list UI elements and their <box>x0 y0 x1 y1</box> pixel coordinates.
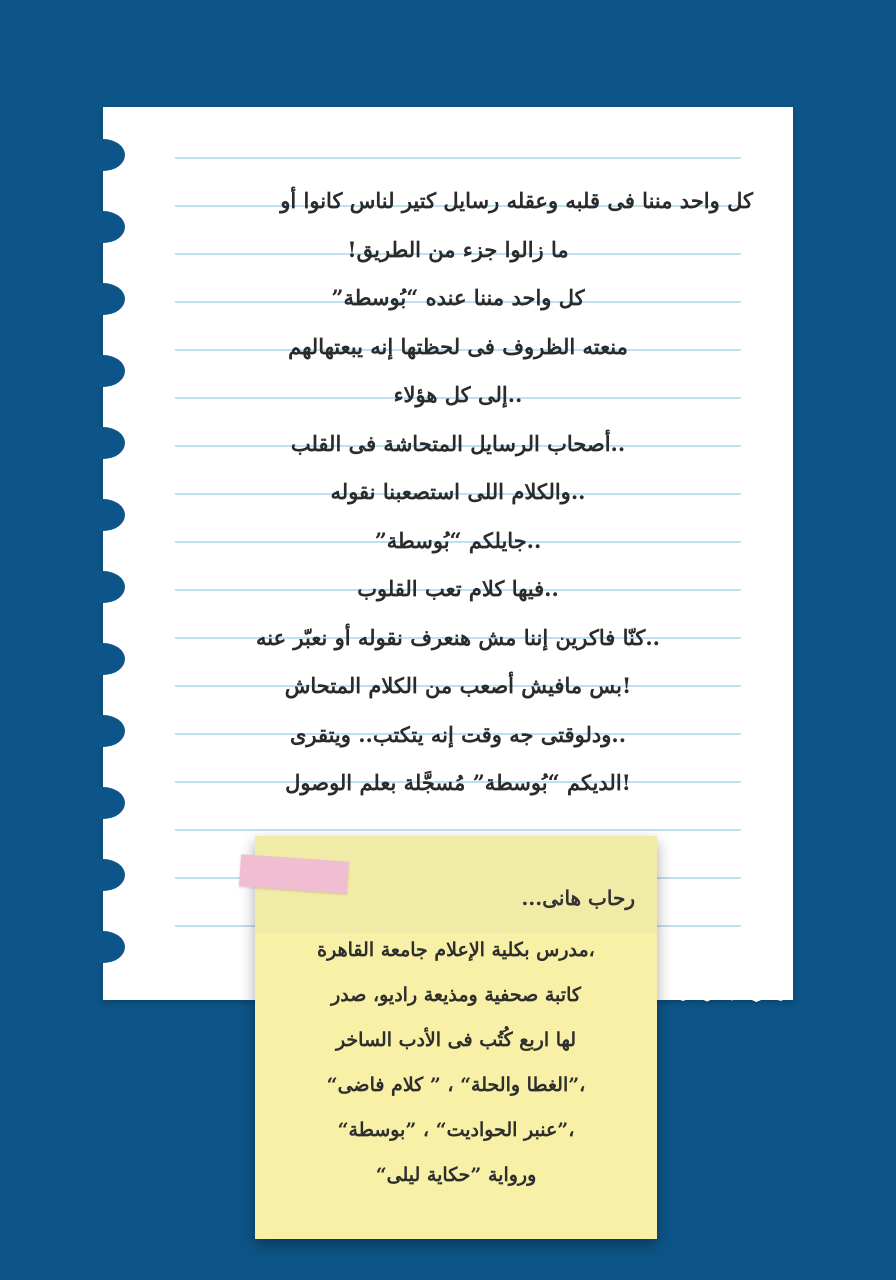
poem-line: كل واحد مننا فى قلبه وعقله رسايل كتير لناس كانوا أو <box>280 188 753 213</box>
binder-hole <box>81 427 125 459</box>
binder-hole <box>81 355 125 387</box>
binder-hole <box>81 931 125 963</box>
poem-line: منعته الظروف فى لحظتها إنه يبعتهالهم <box>288 333 628 359</box>
poem-line: ..إلى كل هؤلاء <box>393 382 523 407</box>
bio-line: كاتبة صحفية ومذيعة راديو، صدر <box>331 984 581 1006</box>
poem-line: كل واحد مننا عنده “بُوسطة” <box>331 285 585 310</box>
poem-line: ..جايلكم “بُوسطة” <box>374 527 542 553</box>
binder-hole <box>81 139 125 171</box>
poem-line: ..كنّا فاكرين إننا مش هنعرف نقوله أو نعبّر عنه <box>255 624 660 650</box>
bio-line: ،”عنبر الحواديت“ ، ”بوسطة“ <box>337 1119 575 1141</box>
bio-line: ،”الغطا والحلة“ ، ” كلام فاضى“ <box>326 1074 586 1096</box>
binder-hole <box>81 859 125 891</box>
poem-line: ..فيها كلام تعب القلوب <box>357 576 559 601</box>
poem-line: !بس مافيش أصعب من الكلام المتحاش <box>284 673 632 698</box>
binder-hole <box>81 211 125 243</box>
binder-hole <box>81 283 125 315</box>
bio-line: ،مدرس بكلية الإعلام جامعة القاهرة <box>317 939 595 961</box>
author-bio <box>275 928 637 1198</box>
author-name: رحاب هانى... <box>521 886 635 910</box>
sticky-note <box>255 836 657 1239</box>
poem-line: ..ودلوقتى جه وقت إنه يتكتب.. ويتقرى <box>289 721 627 747</box>
binder-hole <box>81 499 125 531</box>
binder-hole <box>81 787 125 819</box>
poem-text <box>163 177 753 808</box>
ruled-line <box>175 157 741 159</box>
poem-line: ..والكلام اللى استصعبنا نقوله <box>330 479 586 504</box>
bio-line: لها اربع كُتُب فى الأدب الساخر <box>335 1029 577 1051</box>
bio-line: ورواية ”حكاية ليلى“ <box>375 1164 537 1186</box>
binder-hole <box>81 715 125 747</box>
poem-line: ..أصحاب الرسايل المتحاشة فى القلب <box>290 430 626 456</box>
binder-hole <box>81 571 125 603</box>
poem-line: !الديكم “بُوسطة” مُسجَّلة بعلم الوصول <box>285 770 631 795</box>
binder-hole <box>81 643 125 675</box>
poem-line: ما زالوا جزء من الطريق! <box>347 236 569 262</box>
ruled-line <box>175 829 741 831</box>
